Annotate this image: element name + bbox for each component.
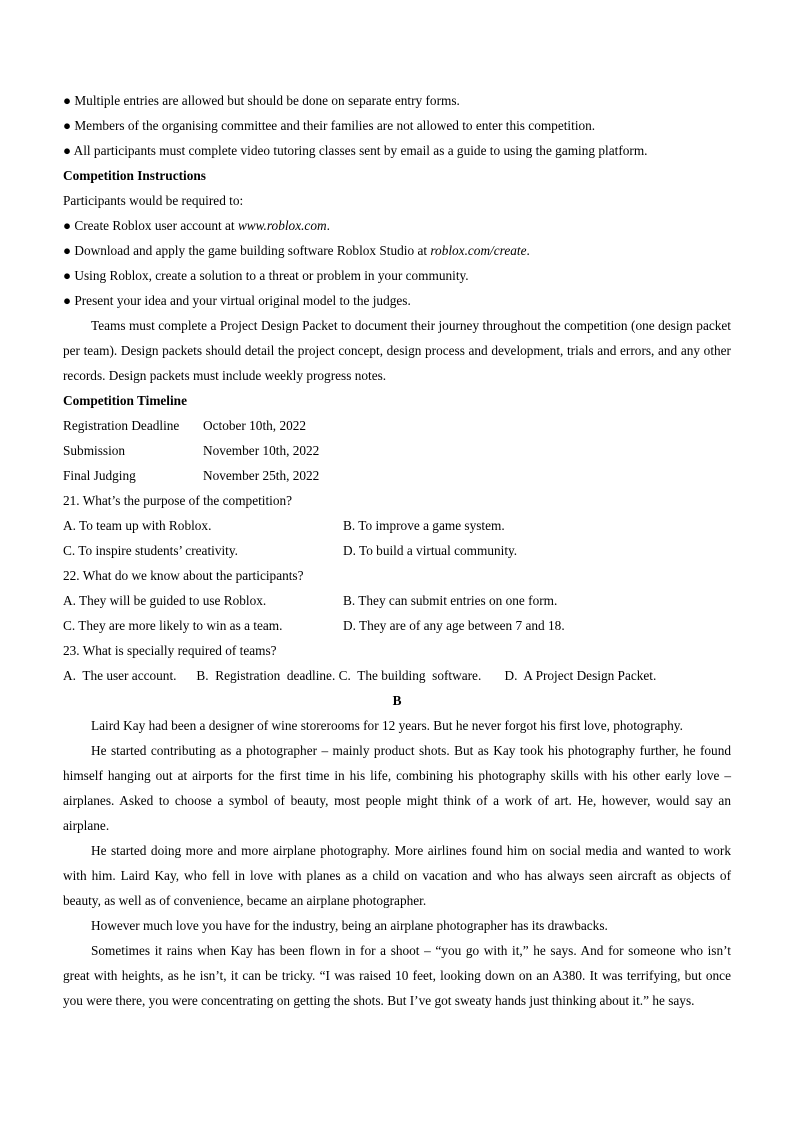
instruction-item: ● Present your idea and your virtual original model to the judges. xyxy=(63,293,411,308)
option-b: B. They can submit entries on one form. xyxy=(343,593,558,608)
option-c: C. They are more likely to win as a team. xyxy=(63,618,283,633)
timeline-heading: Competition Timeline xyxy=(63,393,187,408)
option-c: C. To inspire students’ creativity. xyxy=(63,543,238,558)
instruction-text: ● Create Roblox user account at xyxy=(63,218,238,233)
timeline-label: Registration Deadline xyxy=(63,418,180,433)
timeline-label: Final Judging xyxy=(63,468,136,483)
instructions-intro: Participants would be required to: xyxy=(63,193,244,208)
rule-item: ● Members of the organising committee and their families are not allowed to enter this competition. xyxy=(63,118,596,133)
instructions-heading: Competition Instructions xyxy=(63,168,206,183)
instruction-item xyxy=(63,213,731,238)
instruction-suffix: . xyxy=(326,218,330,233)
passage-paragraph: Laird Kay had been a designer of wine storerooms for 12 years. But he never forgot his first love, photography. xyxy=(91,718,683,733)
passage-b-body xyxy=(63,713,731,1013)
timeline-date: November 10th, 2022 xyxy=(203,443,320,458)
timeline-row xyxy=(63,463,731,488)
roblox-link: www.roblox.com xyxy=(237,218,327,233)
question-21-options xyxy=(63,538,731,563)
passage-paragraph: Sometimes it rains when Kay has been flown in for a shoot – “you go with it,” he says. And for someone who isn’t great with heights, as he isn’t, it can be tricky. “I was raised 10 feet, looking down on an A380. It was terrifying, but once you were there, you were concentrating on getting the shots. But I’ve got sweaty hands just thinking about it.” he says. xyxy=(63,943,731,1008)
packet-paragraph: Teams must complete a Project Design Packet to document their journey throughout the competition (one design packet per team). Design packets should detail the project concept, design process and development, trials and errors, and any other records. Design packets must include weekly progress notes. xyxy=(63,318,731,383)
passage-b-label: B xyxy=(392,693,402,708)
document-content xyxy=(63,88,731,1013)
rule-item: ● All participants must complete video tutoring classes sent by email as a guide to using the gaming platform. xyxy=(63,143,648,158)
instruction-text: ● Download and apply the game building software Roblox Studio at xyxy=(63,243,431,258)
timeline-label: Submission xyxy=(63,443,126,458)
timeline-date: November 25th, 2022 xyxy=(203,468,320,483)
roblox-create-link: roblox.com/create xyxy=(430,243,527,258)
question-23-options: A. The user account. B. Registration deadline. C. The building software. D. A Project Design Packet. xyxy=(63,668,657,683)
option-d: D. They are of any age between 7 and 18. xyxy=(343,618,565,633)
instruction-suffix: . xyxy=(526,243,530,258)
packet-paragraph-block xyxy=(63,313,731,388)
timeline-row xyxy=(63,413,731,438)
instruction-item: ● Using Roblox, create a solution to a threat or problem in your community. xyxy=(63,268,469,283)
question-22: 22. What do we know about the participants? xyxy=(63,568,304,583)
option-d: D. To build a virtual community. xyxy=(343,543,518,558)
passage-paragraph: He started contributing as a photographer – mainly product shots. But as Kay took his photography further, he found himself hanging out at airports for the first time in his life, combining his photography skills with his other early love – airplanes. Asked to choose a symbol of beauty, most people might think of a work of art. He, however, would say an airplane. xyxy=(63,743,731,833)
question-23: 23. What is specially required of teams? xyxy=(63,643,277,658)
option-b: B. To improve a game system. xyxy=(343,518,505,533)
passage-paragraph: He started doing more and more airplane photography. More airlines found him on social media and wanted to work with him. Laird Kay, who fell in love with planes as a child on vacation and who has always seen aircraft as objects of beauty, as well as of convenience, became an airplane photographer. xyxy=(63,843,731,908)
rule-item: ● Multiple entries are allowed but should be done on separate entry forms. xyxy=(63,93,460,108)
passage-paragraph: However much love you have for the industry, being an airplane photographer has its drawbacks. xyxy=(91,918,608,933)
question-22-options xyxy=(63,588,731,613)
question-22-options xyxy=(63,613,731,638)
timeline-row xyxy=(63,438,731,463)
option-a: A. To team up with Roblox. xyxy=(63,518,212,533)
instruction-item xyxy=(63,238,731,263)
question-21-options xyxy=(63,513,731,538)
timeline-date: October 10th, 2022 xyxy=(203,418,307,433)
question-21: 21. What’s the purpose of the competition? xyxy=(63,493,293,508)
option-a: A. They will be guided to use Roblox. xyxy=(63,593,267,608)
